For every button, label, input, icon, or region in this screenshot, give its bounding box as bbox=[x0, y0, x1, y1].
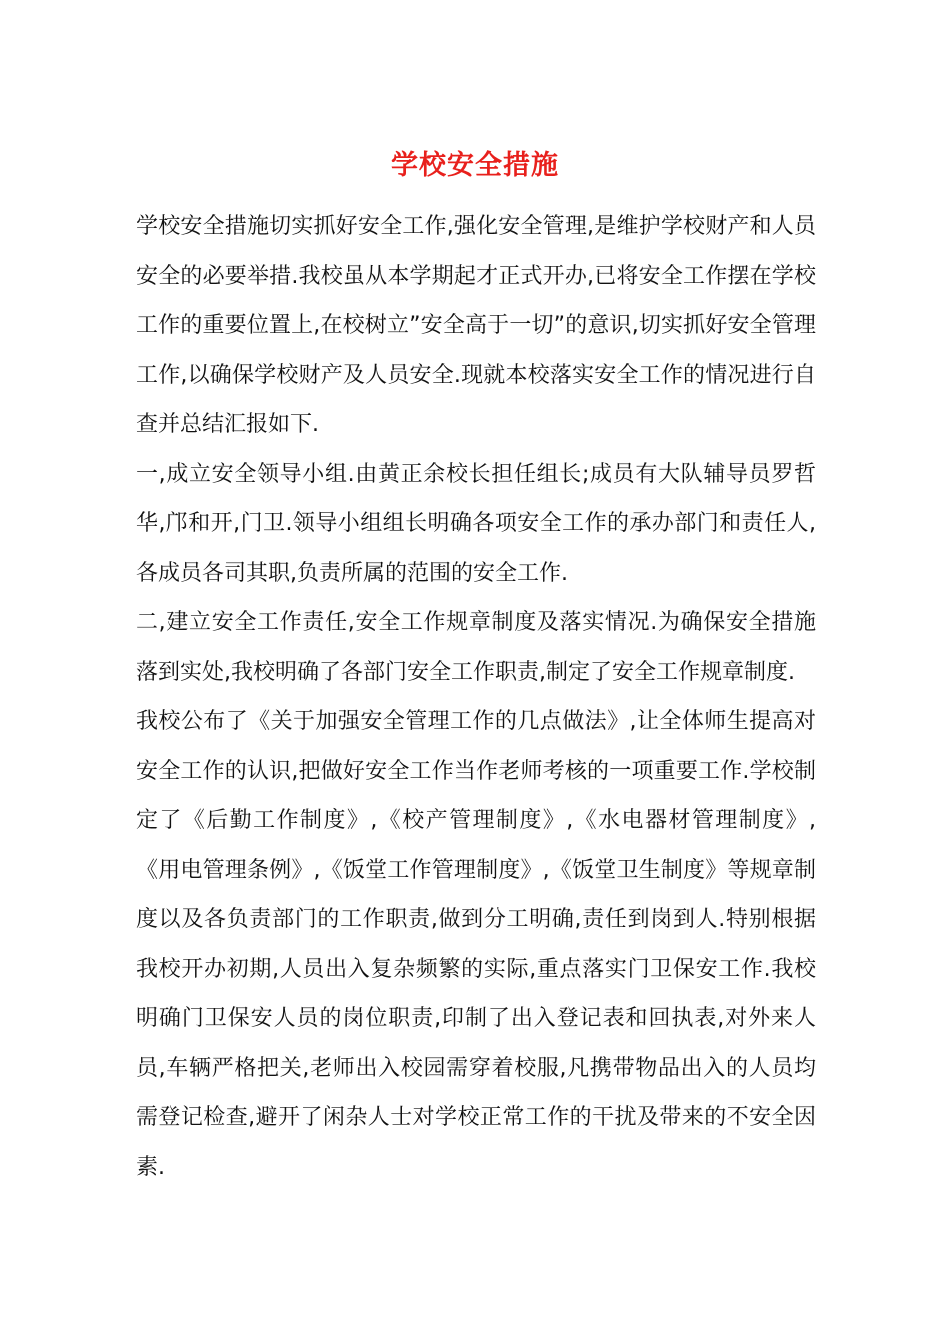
document-body bbox=[136, 202, 816, 1192]
paragraph-intro: 学校安全措施切实抓好安全工作,强化安全管理,是维护学校财产和人员安全的必要举措.我校虽从本学期起才正式开办,已将安全工作摆在学校工作的重要位置上,在校树立”安全高于一切”的意识,切实抓好安全管理工作,以确保学校财产及人员安全.现就本校落实安全工作的情况进行自查并总结汇报如下. bbox=[136, 214, 816, 437]
paragraph-section-2: 二,建立安全工作责任,安全工作规章制度及落实情况.为确保安全措施落到实处,我校明确了各部门安全工作职责,制定了安全工作规章制度. bbox=[136, 610, 816, 685]
document-title: 学校安全措施 bbox=[391, 150, 559, 182]
paragraph-section-2-detail: 我校公布了《关于加强安全管理工作的几点做法》,让全体师生提高对安全工作的认识,把做好安全工作当作老师考核的一项重要工作.学校制定了《后勤工作制度》,《校产管理制度》,《水电器材管理制度》,《用电管理条例》,《饭堂工作管理制度》,《饭堂卫生制度》等规章制度以及各负责部门的工作职责,做到分工明确,责任到岗到人.特别根据我校开办初期,人员出入复杂频繁的实际,重点落实门卫保安工作.我校明确门卫保安人员的岗位职责,印制了出入登记表和回执表,对外来人员,车辆严格把关,老师出入校园需穿着校服,凡携带物品出入的人员均需登记检查,避开了闲杂人士对学校正常工作的干扰及带来的不安全因素. bbox=[136, 709, 816, 1180]
paragraph-section-1: 一,成立安全领导小组.由黄正余校长担任组长;成员有大队辅导员罗哲华,邝和开,门卫.领导小组组长明确各项安全工作的承办部门和责任人,各成员各司其职,负责所属的范围的安全工作. bbox=[136, 461, 816, 586]
